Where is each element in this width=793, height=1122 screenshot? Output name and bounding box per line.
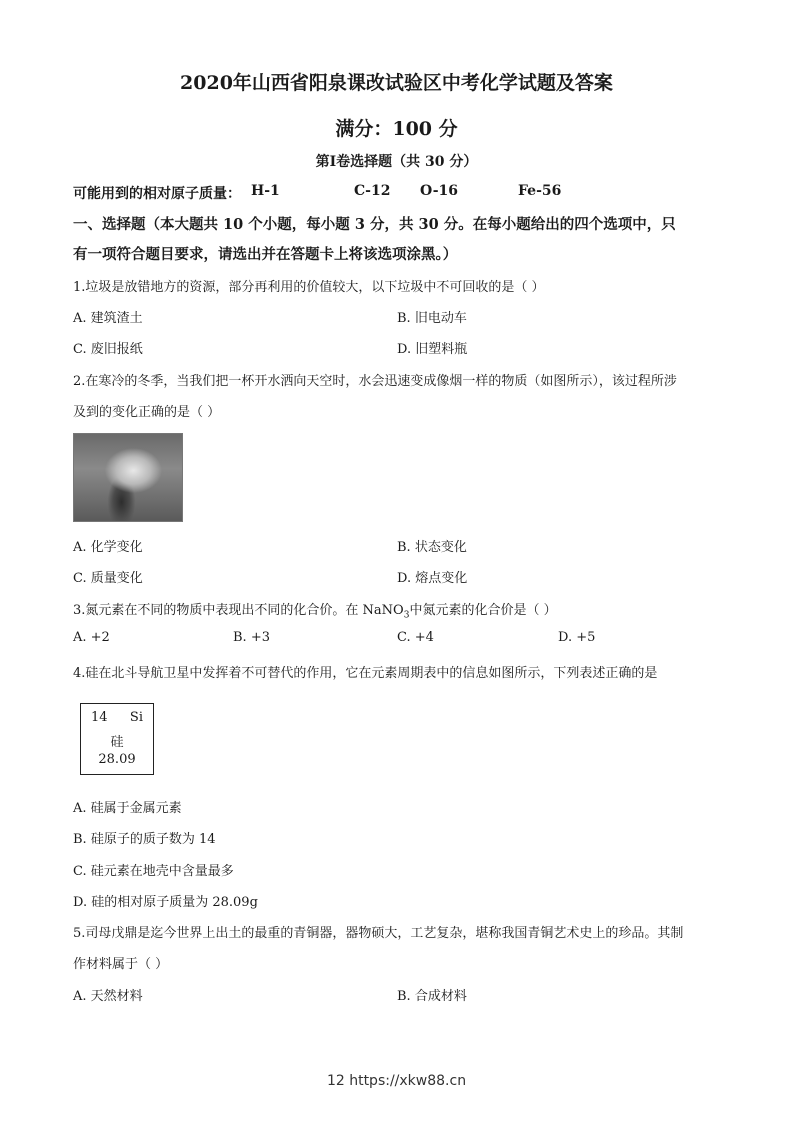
q4-option-b: B. 硅原子的质子数为 14 [73,832,216,847]
q1-option-b: B. 旧电动车 [397,311,467,326]
q4-stem: 4.硅在北斗导航卫星中发挥着不可替代的作用，它在元素周期表中的信息如图所示，下列表述正确的是 [73,666,658,681]
element-symbol: Si [129,710,143,725]
q3-option-a: A. +2 [73,630,110,645]
atomic-number: 14 [91,710,108,725]
q2-option-c: C. 质量变化 [73,571,143,586]
q2-option-d: D. 熔点变化 [397,571,468,586]
q2-stem-line-2: 及到的变化正确的是（ ） [73,405,221,420]
atomic-mass: 28.09 [98,752,136,767]
q1-option-d: D. 旧塑料瓶 [397,342,468,357]
q5-option-b: B. 合成材料 [397,989,467,1004]
q3-option-b: B. +3 [233,630,270,645]
q2-option-a: A. 化学变化 [73,540,143,555]
instruction-line-2: 有一项符合题目要求，请选出并在答题卡上将该选项涂黑。） [73,246,458,263]
boiling-water-freeze-photo [73,433,183,522]
q4-option-c: C. 硅元素在地壳中含量最多 [73,864,234,879]
q1-option-a: A. 建筑渣土 [73,311,143,326]
q2-option-b: B. 状态变化 [397,540,467,555]
q4-option-a: A. 硅属于金属元素 [73,801,182,816]
element-name: 硅 [110,735,124,750]
q1-stem: 1.垃圾是放错地方的资源，部分再利用的价值较大，以下垃圾中不可回收的是（ ） [73,280,545,295]
section-heading: 第Ⅰ卷选择题（共 30 分） [315,154,478,170]
q5-option-a: A. 天然材料 [73,989,143,1004]
atomic-mass-label: 可能用到的相对原子质量： [73,186,241,202]
q3-option-d: D. +5 [558,630,596,645]
full-score: 满分：100 分 [335,118,458,140]
q1-option-c: C. 废旧报纸 [73,342,143,357]
q5-stem-line-1: 5.司母戊鼎是迄今世界上出土的最重的青铜器，器物硕大，工艺复杂，堪称我国青铜艺术史上的珍品。其制 [73,926,684,941]
atomic-mass-o: O-16 [420,183,459,199]
q3-stem: 3.氮元素在不同的物质中表现出不同的化合价。在 NaNO$_3$中氮元素的化合价是（ ） [73,603,557,621]
atomic-mass-h: H-1 [251,183,280,199]
page-title: 2020年山西省阳泉课改试验区中考化学试题及答案 [180,72,613,94]
page-footer: 12 https://xkw88.cn [326,1073,467,1089]
silicon-element-card [80,703,154,775]
q5-stem-line-2: 作材料属于（ ） [73,957,169,972]
q4-option-d: D. 硅的相对原子质量为 28.09g [73,895,258,910]
atomic-mass-fe: Fe-56 [518,183,562,199]
q2-stem-line-1: 2.在寒冷的冬季，当我们把一杯开水洒向天空时，水会迅速变成像烟一样的物质（如图所示），该过程所涉 [73,374,677,389]
instruction-line-1: 一、选择题（本大题共 10 个小题，每小题 3 分，共 30 分。在每小题给出的四个选项中，只 [73,216,676,233]
q3-option-c: C. +4 [397,630,434,645]
atomic-mass-c: C-12 [354,183,391,199]
